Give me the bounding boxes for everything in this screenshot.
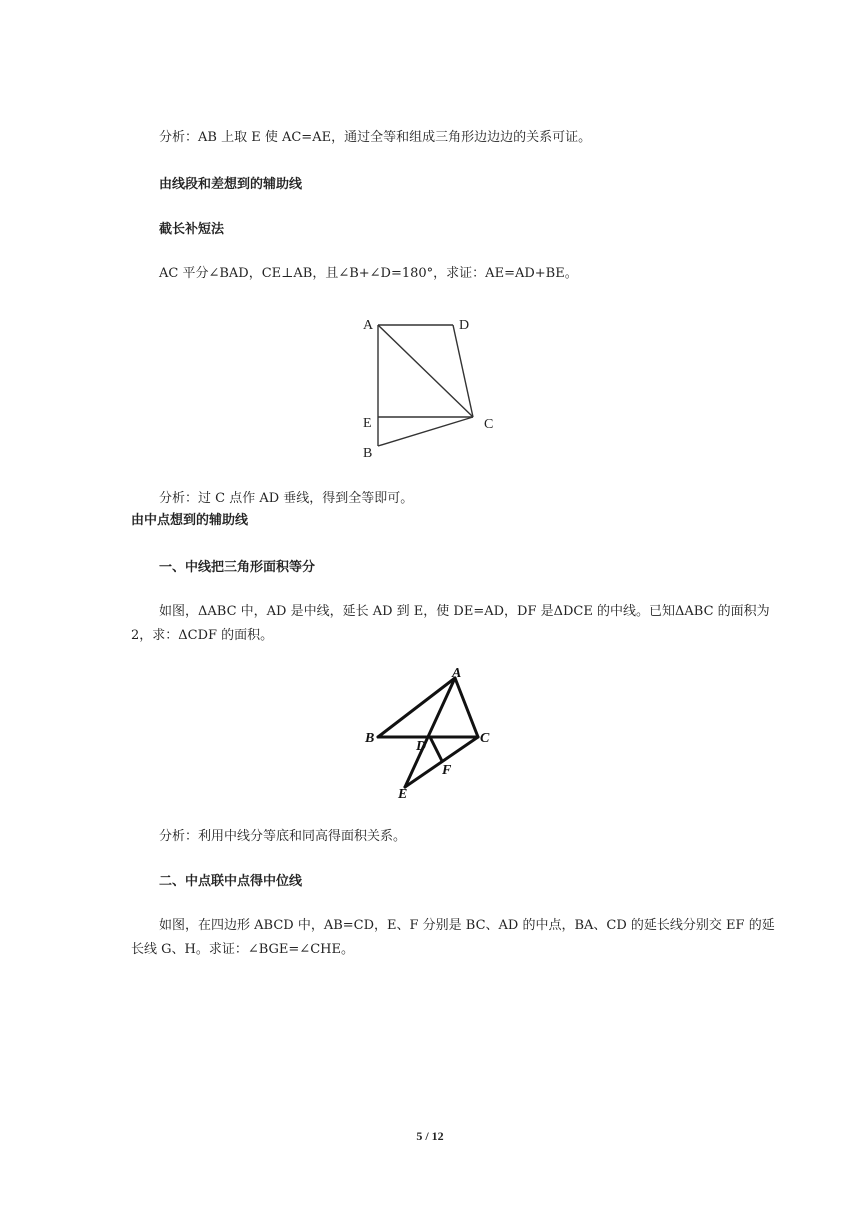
problem-3-line-1: 如图，在四边形 ABCD 中，AB=CD，E、F 分别是 BC、AD 的中点，BA、CD 的延长线分别交 EF 的延 (159, 918, 775, 933)
heading-segment-sum-diff: 由线段和差想到的辅助线 (159, 177, 303, 192)
problem-1: AC 平分∠BAD，CE⊥AB，且∠B+∠D=180°，求证：AE=AD+BE。 (159, 266, 578, 281)
label-B: B (365, 731, 375, 746)
analysis-2: 分析：过 C 点作 AD 垂线，得到全等即可。 (159, 491, 414, 506)
figure-triangle-median (360, 665, 505, 805)
label-B: B (363, 446, 373, 461)
page-number: 5 / 12 (416, 1129, 444, 1143)
label-E: E (398, 787, 408, 802)
heading-midpoint-aux: 由中点想到的辅助线 (131, 513, 249, 528)
heading-midline: 二、中点联中点得中位线 (159, 874, 303, 889)
label-E: E (363, 416, 372, 431)
label-D: D (416, 739, 427, 754)
label-A: A (363, 318, 374, 333)
label-C: C (480, 731, 490, 746)
heading-cut-long-fill-short: 截长补短法 (159, 222, 225, 237)
problem-3-line-2: 长线 G、H。求证：∠BGE=∠CHE。 (131, 942, 354, 957)
analysis-3: 分析：利用中线分等底和同高得面积关系。 (159, 829, 407, 844)
label-A: A (452, 666, 462, 681)
problem-2-line-2: 2，求：ΔCDF 的面积。 (131, 628, 274, 643)
label-C: C (484, 417, 494, 432)
analysis-1: 分析：AB 上取 E 使 AC=AE，通过全等和组成三角形边边边的关系可证。 (159, 130, 592, 145)
problem-2-line-1: 如图，ΔABC 中，AD 是中线，延长 AD 到 E，使 DE=AD，DF 是ΔDCE 的中线。已知ΔABC 的面积为 (159, 604, 770, 619)
heading-median-halves-area: 一、中线把三角形面积等分 (159, 560, 316, 575)
figure-quadrilateral (355, 310, 505, 465)
label-F: F (442, 763, 452, 778)
label-D: D (459, 318, 470, 333)
